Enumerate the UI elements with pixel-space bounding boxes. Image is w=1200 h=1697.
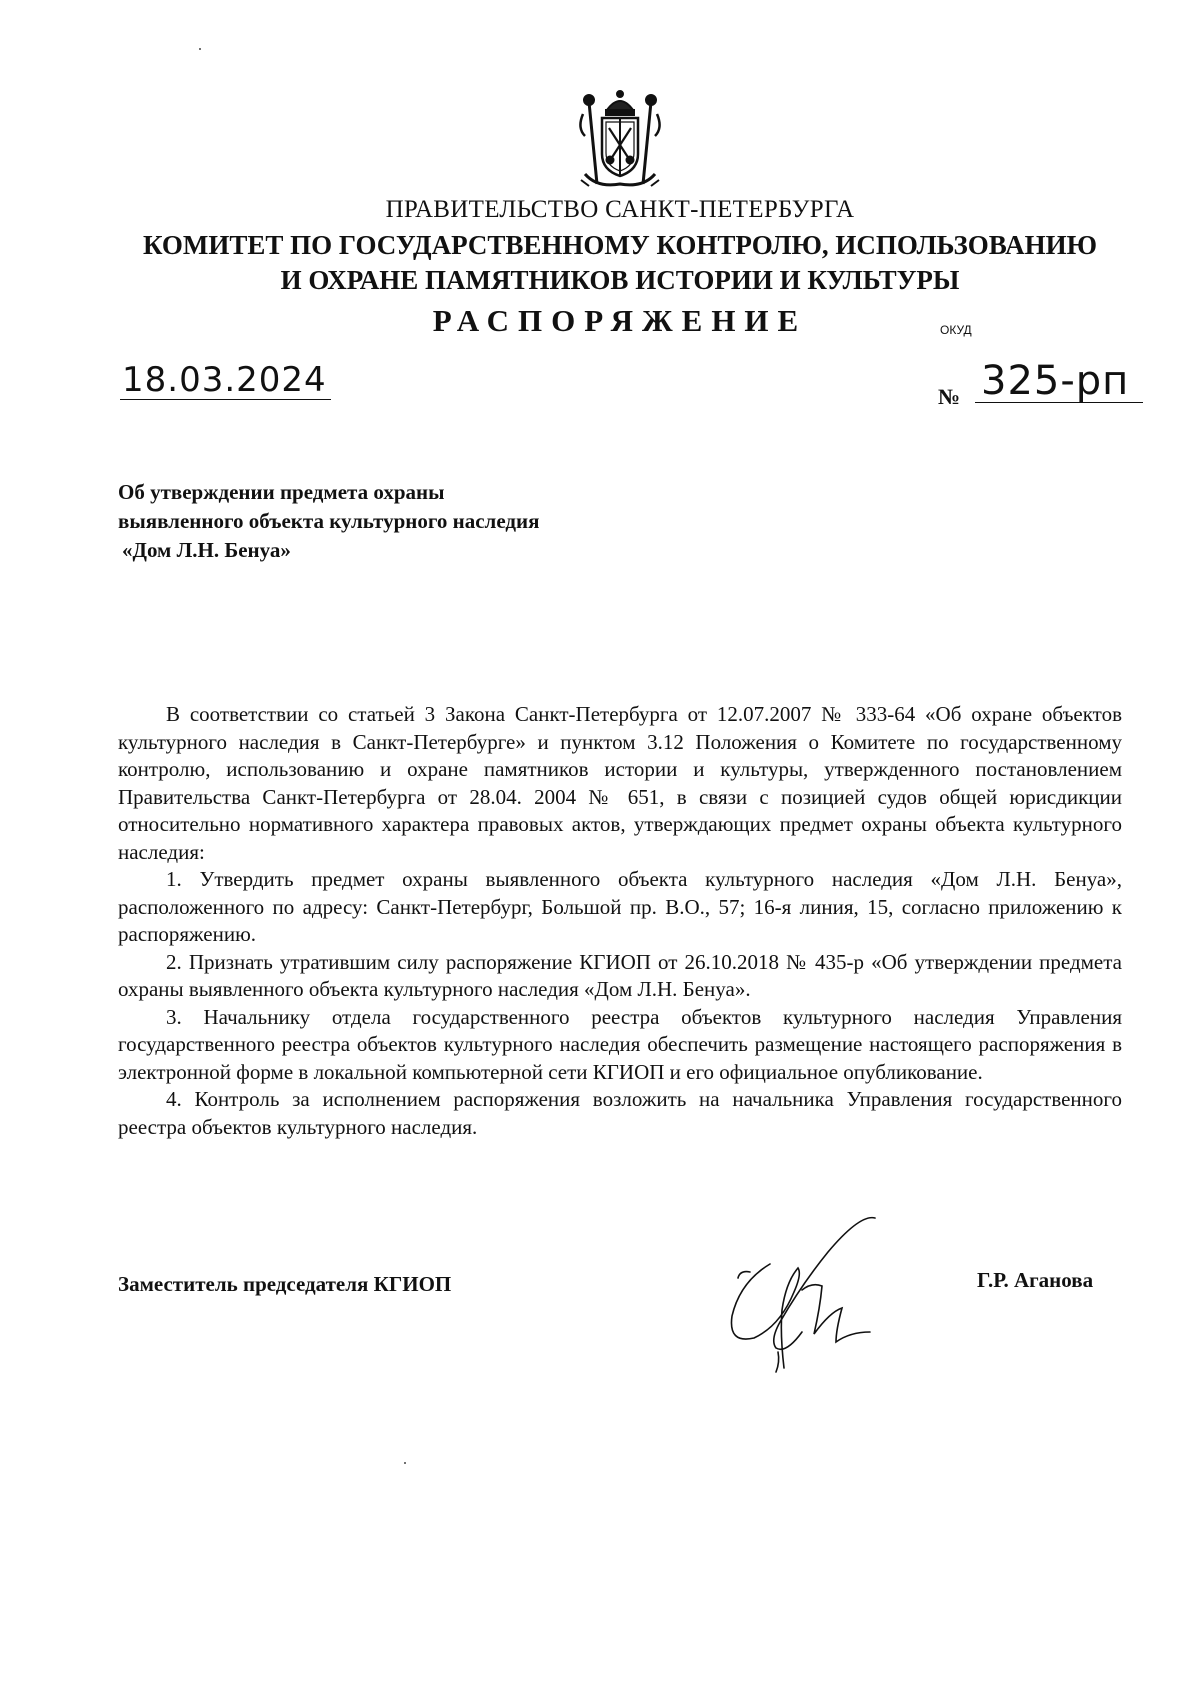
scan-speck: [199, 48, 201, 50]
document-body: [118, 701, 1122, 1141]
subject-line-1: Об утверждении предмета охраны: [118, 480, 445, 504]
document-type: РАСПОРЯЖЕНИЕ: [432, 303, 808, 338]
document-subject: [118, 478, 539, 565]
preamble-paragraph: В соответствии со статьей 3 Закона Санкт-Петербурга от 12.07.2007 № 333-64 «Об охране объектов культурного наследия в Санкт-Петербурге» и пунктом 3.12 Положения о Комитете по государственному контролю, использованию и охране памятников истории и культуры, утвержденного постановлением Правительства Санкт-Петербурга от 28.04. 2004 № 651, в связи с позицией судов общей юрисдикции относительно нормативного характера правовых актов, утверждающих предмет охраны объекта культурного наследия:: [118, 702, 1122, 864]
signature-icon: [710, 1212, 890, 1382]
committee-name: [0, 228, 1200, 298]
item-2-paragraph: 2. Признать утратившим силу распоряжение КГИОП от 26.10.2018 № 435-р «Об утверждении предмета охраны выявленного объекта культурного наследия «Дом Л.Н. Бенуа».: [118, 949, 1122, 1001]
document-date: 18.03.2024: [120, 361, 331, 400]
number-sign: №: [938, 384, 961, 409]
item-1-paragraph: 1. Утвердить предмет охраны выявленного объекта культурного наследия «Дом Л.Н. Бенуа», расположенного по адресу: Санкт-Петербург, Большой пр. В.О., 57; 16-я линия, 15, согласно приложению к распоряжению.: [118, 867, 1122, 946]
committee-line-2: И ОХРАНЕ ПАМЯТНИКОВ ИСТОРИИ И КУЛЬТУРЫ: [280, 265, 960, 295]
item-4-paragraph: 4. Контроль за исполнением распоряжения возложить на начальника Управления государственного реестра объектов культурного наследия.: [118, 1087, 1122, 1139]
item-3-paragraph: 3. Начальнику отдела государственного реестра объектов культурного наследия Управления государственного реестра объектов культурного наследия обеспечить размещение настоящего распоряжения в электронной форме в локальной компьютерной сети КГИОП и его официальное опубликование.: [118, 1004, 1122, 1084]
government-name: ПРАВИТЕЛЬСТВО САНКТ-ПЕТЕРБУРГА: [385, 196, 855, 223]
subject-line-2: выявленного объекта культурного наследия: [118, 509, 540, 533]
document-number: 325-рп: [975, 360, 1143, 403]
coat-of-arms-icon: [575, 88, 665, 192]
subject-line-3: «Дом Л.Н. Бенуа»: [122, 538, 291, 562]
scan-speck: [404, 1462, 406, 1464]
committee-line-1: КОМИТЕТ ПО ГОСУДАРСТВЕННОМУ КОНТРОЛЮ, ИСПОЛЬЗОВАНИЮ: [143, 230, 1097, 260]
signer-position: Заместитель председателя КГИОП: [118, 1272, 452, 1296]
signer-name: Г.Р. Аганова: [977, 1268, 1094, 1292]
okud-label: ОКУД: [940, 323, 972, 337]
